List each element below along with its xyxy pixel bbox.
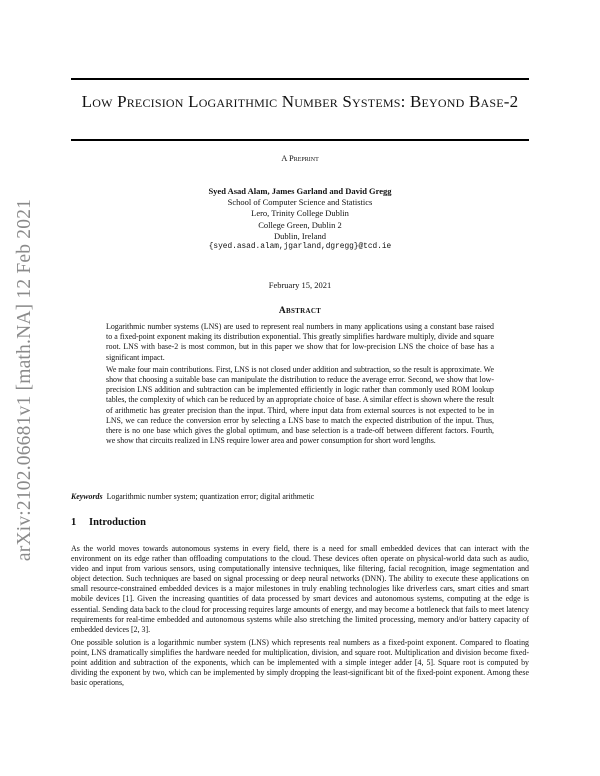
keywords-text: Logarithmic number system; quantization error; digital arithmetic	[106, 492, 315, 501]
body-paragraph: As the world moves towards autonomous systems in every field, there is a need for small embedded devices that can interact with the environment on its edge rather than offloading computations to the cloud. These devices often operate on physical-world data such as audio, video and input from various sensors, using computationally intensive techniques, like filtering, facial recognition, image segmentation and object detection. Such techniques are based on signal processing or deep neural networks (DNN). The ability to execute these applications on small resource-constrained embedded devices is a major milestones in truly enabling technologies like driverless cars, smart cities and smart mobile devices [1]. Given the increasing quantities of data processed by smart devices and autonomous systems, computing at the edge is essential. Sending data back to the cloud for processing requires large amounts of energy, and may become a bottleneck that fails to meet latency requirements for real-time embedded and autonomous systems while also stretching the limited processing, memory and/or battery capacity of embedded devices [2, 3].	[71, 544, 529, 634]
title-bottom-rule	[71, 139, 529, 141]
abstract-body	[106, 322, 494, 448]
section-heading-introduction	[71, 517, 529, 528]
body-paragraph: One possible solution is a logarithmic number system (LNS) which represents real numbers as a fixed-point exponent. Compared to floating point, LNS dramatically simplifies the hardware needed for multiplication, division, and square root. Multiplication and division become fixed-point addition and subtraction of the exponents, which can be implemented with a simple integer adder [4, 5]. Square root is computed by dividing the exponent by two, which can be implemented by simply dropping the least-significant bit of the fixed-point exponent. Among these basic operations,	[71, 637, 529, 688]
keywords-label: Keywords	[71, 492, 103, 501]
abstract-heading: Abstract	[278, 306, 322, 316]
keywords-line	[71, 492, 529, 502]
author-names: Syed Asad Alam, James Garland and David Gregg	[208, 186, 392, 196]
introduction-body	[71, 544, 529, 691]
arxiv-sidebar-stamp	[8, 170, 42, 590]
affiliation-line: College Green, Dublin 2	[258, 219, 342, 230]
abstract-paragraph: We make four main contributions. First, LNS is not closed under addition and subtraction, so the result is approximate. We show that choosing a suitable base can manipulate the distribution to reduce the average error. Second, we show that low-precision LNS addition and subtraction can be implemented efficiently in logic rather than commonly used ROM lookup tables, the complexity of which can be reduced by an appropriate choice of base. A similar effect is shown where the result of arithmetic has greater precision than the input. Third, where input data from external sources is not expected to be in LNS, we can reduce the conversion error by selecting a LNS base to match the expected distribution of the input. Thus, there is no one base which gives the global optimum, and base selection is a trade-off between different factors. Fourth, we show that circuits realized in LNS require lower area and power consumption for short word lengths.	[106, 364, 494, 446]
affiliation-line: School of Computer Science and Statistics	[227, 197, 373, 208]
section-title: Introduction	[89, 517, 146, 528]
author-email: {syed.asad.alam,jgarland,dgregg}@tcd.ie	[208, 243, 392, 252]
section-number: 1	[71, 517, 77, 528]
paper-title: Low Precision Logarithmic Number Systems: Beyond Base-2	[81, 92, 519, 111]
publication-date: February 15, 2021	[268, 280, 332, 290]
preprint-label: A Preprint	[281, 153, 319, 163]
author-block	[71, 186, 529, 253]
abstract-paragraph: Logarithmic number systems (LNS) are used to represent real numbers in many applications using a constant base raised to a fixed-point exponent making its distribution exponential. This greatly simplifies hardware multiply, divide and square root. LNS with base-2 is most common, but in this paper we show that for low-precision LNS the choice of base has a significant impact.	[106, 322, 494, 362]
affiliation-line: Lero, Trinity College Dublin	[251, 208, 349, 219]
arxiv-id: arXiv:2102.06681v1 [math.NA] 12 Feb 2021	[14, 198, 35, 562]
affiliation-line: Dublin, Ireland	[274, 230, 326, 241]
title-top-rule	[71, 78, 529, 80]
